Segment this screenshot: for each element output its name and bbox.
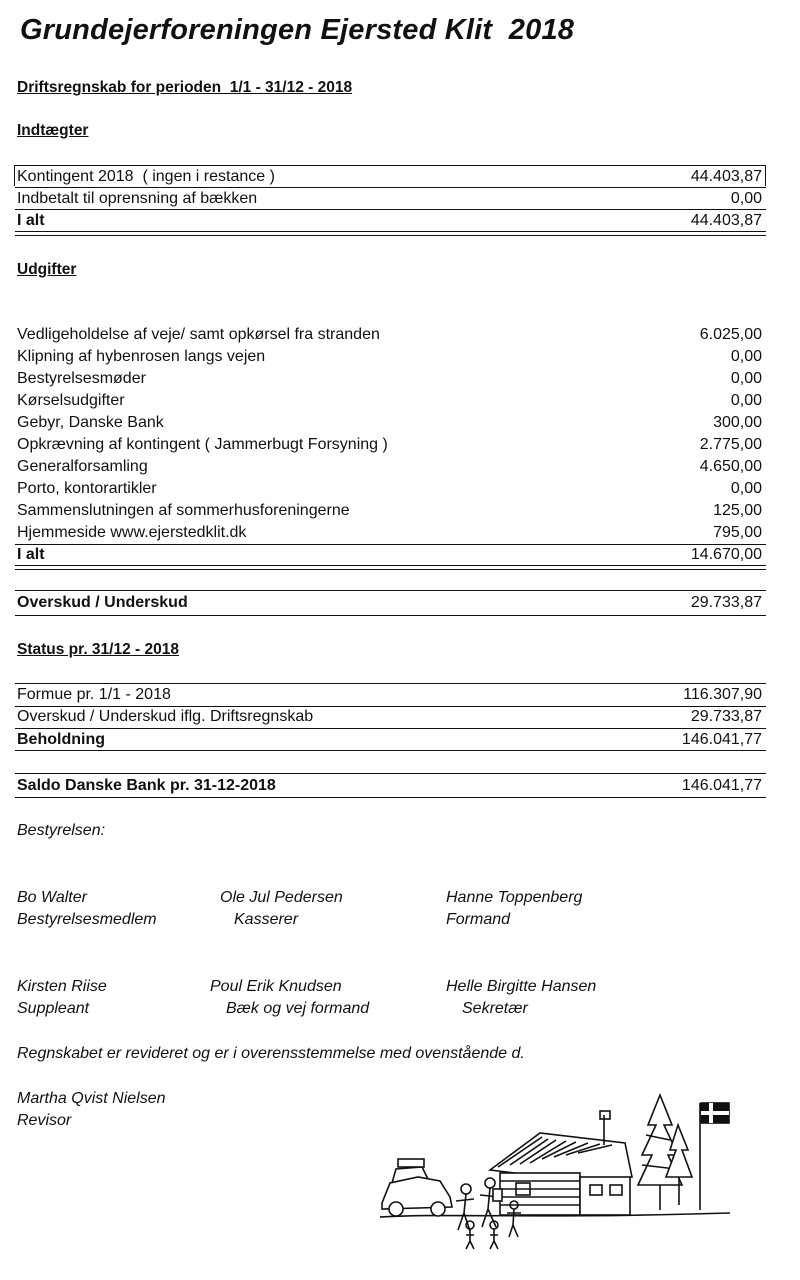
expense-row — [15, 324, 765, 346]
row-amount: 29.733,87 — [690, 708, 762, 725]
member-name: Helle Birgitte Hansen — [446, 978, 597, 995]
member-role: Sekretær — [462, 1000, 528, 1017]
double-rule — [15, 231, 766, 236]
row-label: Sammenslutningen af sommerhusforeningerne — [17, 502, 350, 519]
total-amount: 146.041,77 — [681, 731, 762, 748]
surplus-row — [15, 592, 765, 614]
row-amount: 4.650,00 — [699, 458, 762, 475]
row-amount: 2.775,00 — [699, 436, 762, 453]
income-row — [15, 188, 765, 210]
member-name: Poul Erik Knudsen — [210, 978, 342, 995]
expense-row — [15, 456, 765, 478]
row-label: Vedligeholdelse af veje/ samt opkørsel fra stranden — [17, 326, 380, 343]
expenses-heading: Udgifter — [17, 261, 77, 278]
bank-amount: 146.041,77 — [681, 777, 762, 794]
divider — [15, 773, 766, 774]
row-amount: 116.307,90 — [683, 686, 762, 703]
status-row — [15, 684, 765, 706]
expense-row — [15, 368, 765, 390]
double-rule — [15, 565, 766, 570]
total-label: I alt — [17, 212, 45, 229]
total-amount: 14.670,00 — [690, 546, 762, 563]
expense-row — [15, 390, 765, 412]
cabin-icon — [490, 1111, 632, 1215]
row-label: Hjemmeside www.ejerstedklit.dk — [17, 524, 247, 541]
row-amount: 125,00 — [713, 502, 762, 519]
row-label: Overskud / Underskud iflg. Driftsregnskab — [17, 708, 314, 725]
total-label: Beholdning — [17, 731, 105, 748]
row-amount: 0,00 — [730, 370, 762, 387]
audit-statement: Regnskabet er revideret og er i overensstemmelse med ovenstående d. — [17, 1045, 525, 1062]
expense-row — [15, 412, 765, 434]
expense-row — [15, 346, 765, 368]
surplus-amount: 29.733,87 — [690, 594, 762, 611]
auditor-role: Revisor — [17, 1112, 72, 1129]
auditor-name: Martha Qvist Nielsen — [17, 1090, 166, 1107]
divider — [15, 615, 766, 616]
income-row — [15, 166, 765, 188]
bank-label: Saldo Danske Bank pr. 31-12-2018 — [17, 777, 276, 794]
row-label: Kørselsudgifter — [17, 392, 125, 409]
member-role: Kasserer — [234, 911, 299, 928]
row-label: Porto, kontorartikler — [17, 480, 157, 497]
status-heading: Status pr. 31/12 - 2018 — [17, 641, 179, 658]
total-amount: 44.403,87 — [690, 212, 762, 229]
member-name: Ole Jul Pedersen — [220, 889, 343, 906]
surplus-label: Overskud / Underskud — [17, 594, 188, 611]
divider — [15, 750, 766, 751]
member-role: Bestyrelsesmedlem — [17, 911, 157, 928]
danish-flag-icon — [701, 1103, 729, 1123]
bank-row — [15, 775, 765, 797]
period-heading: Driftsregnskab for perioden 1/1 - 31/12 - 2018 — [17, 79, 353, 96]
row-label: Gebyr, Danske Bank — [17, 414, 164, 431]
member-role: Formand — [446, 911, 511, 928]
row-amount: 300,00 — [713, 414, 762, 431]
row-amount: 44.403,87 — [690, 168, 762, 185]
row-amount: 0,00 — [730, 392, 762, 409]
expense-row — [15, 434, 765, 456]
status-row — [15, 706, 765, 728]
income-heading: Indtægter — [17, 122, 89, 139]
row-amount: 0,00 — [730, 190, 762, 207]
expense-row — [15, 478, 765, 500]
row-label: Klipning af hybenrosen langs vejen — [17, 348, 266, 365]
member-name: Bo Walter — [17, 889, 87, 906]
expenses-total-row — [15, 544, 765, 566]
row-label: Opkrævning af kontingent ( Jammerbugt Forsyning ) — [17, 436, 388, 453]
row-label: Bestyrelsesmøder — [17, 370, 146, 387]
income-total-row — [15, 210, 765, 232]
status-total-row — [15, 729, 765, 751]
expense-row — [15, 500, 765, 522]
total-label: I alt — [17, 546, 45, 563]
car-icon — [382, 1159, 452, 1216]
member-name: Hanne Toppenberg — [446, 889, 583, 906]
row-amount: 0,00 — [730, 348, 762, 365]
row-label: Kontingent 2018 ( ingen i restance ) — [17, 168, 275, 185]
row-amount: 0,00 — [730, 480, 762, 497]
divider — [15, 590, 766, 591]
member-name: Kirsten Riise — [17, 978, 107, 995]
row-label: Formue pr. 1/1 - 2018 — [17, 686, 171, 703]
member-role: Bæk og vej formand — [226, 1000, 370, 1017]
cabin-illustration — [370, 1085, 740, 1255]
row-label: Generalforsamling — [17, 458, 148, 475]
row-amount: 795,00 — [713, 524, 762, 541]
board-heading: Bestyrelsen: — [17, 822, 106, 839]
member-role: Suppleant — [17, 1000, 90, 1017]
document-title: Grundejerforeningen Ejersted Klit 2018 — [20, 14, 575, 46]
row-amount: 6.025,00 — [699, 326, 762, 343]
divider — [15, 797, 766, 798]
row-label: Indbetalt til oprensning af bækken — [17, 190, 258, 207]
expense-row — [15, 522, 765, 544]
